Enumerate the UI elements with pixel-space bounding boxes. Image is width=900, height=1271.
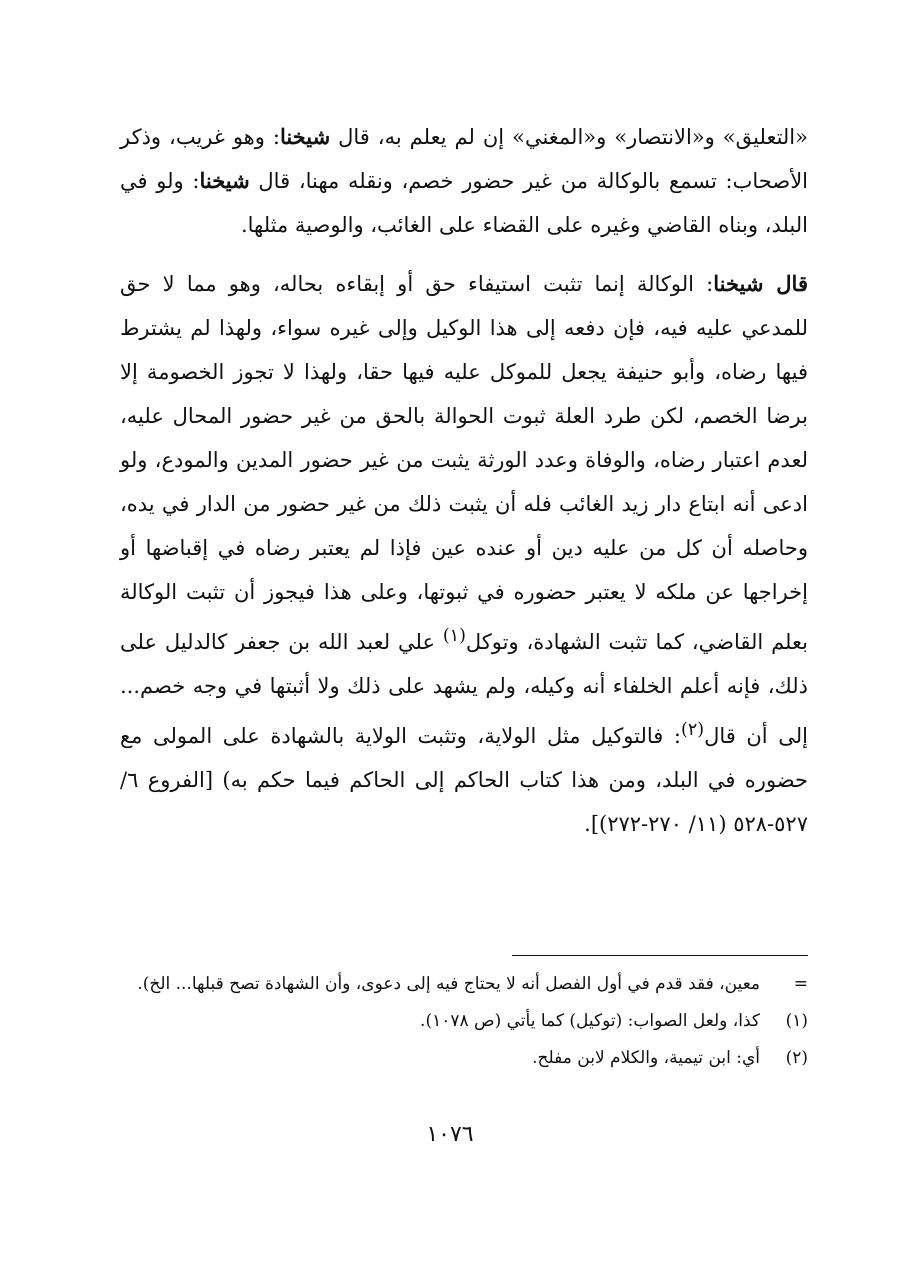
- footnote-1: [120, 1003, 808, 1040]
- page-number: ١٠٧٦: [426, 1122, 474, 1147]
- paragraph-2-text-3: : فالتوكيل مثل الولاية، وتثبت الولاية بالشهادة على المولى مع حضوره في البلد، ومن هذا كتاب الحاكم إلى الحاكم فيما حكم به) [الفروع ٦/ ٥٢٧-٥٢٨ (١١/ ٢٧٠-٢٧٢)].: [120, 724, 808, 836]
- footnote-text: معين، فقد قدم في أول الفصل أنه لا يحتاج فيه إلى دعوى، وأن الشهادة تصح قبلها... الخ).: [137, 974, 760, 994]
- footnote-marker: (١): [785, 1011, 808, 1031]
- main-text: [120, 115, 808, 846]
- footnote-text: أي: ابن تيمية، والكلام لابن مفلح.: [532, 1048, 760, 1068]
- footnote-ref-1: (١): [442, 626, 466, 646]
- paragraph-1-part-1: «التعليق» و«الانتصار» و«المغني» إن لم يعلم به، قال: [330, 125, 808, 149]
- footnote-text: كذا، ولعل الصواب: (توكيل) كما يأتي (ص ١٠٧٨).: [420, 1011, 760, 1031]
- footnote-continuation: [120, 966, 808, 1003]
- paragraph-2-text-1: : الوكالة إنما تثبت استيفاء حق أو إبقاءه بحاله، وهو مما لا حق للمدعي عليه فيه، فإن دفعه إلى هذا الوكيل وإلى غيره سواء، ولهذا لم يشترط فيها رضاه، وأبو حنيفة يجعل للموكل عليه فيها حقا، ولهذا لا تجوز الخصومة إلا برضا الخصم، لكن طرد العلة ثبوت الحوالة بالحق من غير حضور المحال عليه، لعدم اعتبار رضاه، والوفاة وعدد الورثة يثبت من غير حضور المدين والمودع، ولو ادعى أنه ابتاع دار زيد الغائب فله أن يثبت ذلك من غير حضور من الدار في يده، وحاصله أن كل من عليه دين أو عنده عين فإذا لم يعتبر رضاه في إقباضها أو إخراجها عن ملكه لا يعتبر حضوره في ثبوتها، وعلى هذا فيجوز أن تثبت الوكالة بعلم القاضي، كما تثبت الشهادة، وتوكل: [120, 272, 808, 654]
- paragraph-2: [120, 262, 808, 846]
- footnote-ref-2: (٢): [681, 720, 705, 740]
- bold-term-sheikh-2: شيخنا: [199, 168, 250, 193]
- paragraph-1-part-3: : ولو في البلد، وبناه القاضي وغيره على القضاء على الغائب، والوصية مثلها.: [120, 169, 808, 237]
- paragraph-1: [120, 115, 808, 247]
- footnote-marker: =: [793, 974, 808, 994]
- footnotes: [120, 966, 808, 1077]
- footnote-marker: (٢): [785, 1048, 808, 1068]
- bold-term-sheikh-1: شيخنا: [279, 124, 331, 149]
- bold-term-qala-sheikh: قال شيخنا: [713, 271, 808, 296]
- footnote-2: [120, 1040, 808, 1077]
- paragraph-1-part-2: : وهو غريب، وذكر الأصحاب: تسمع بالوكالة من غير حضور خصم، ونقله مهنا، قال: [120, 125, 809, 193]
- paragraph-2-text-2: علي لعبد الله بن جعفر كالدليل على ذلك، فإنه أعلم الخلفاء أنه وكيله، ولم يشهد على ذلك ولا أثبتها في وجه خصم... إلى أن قال: [120, 630, 808, 748]
- footnote-divider: [512, 955, 808, 956]
